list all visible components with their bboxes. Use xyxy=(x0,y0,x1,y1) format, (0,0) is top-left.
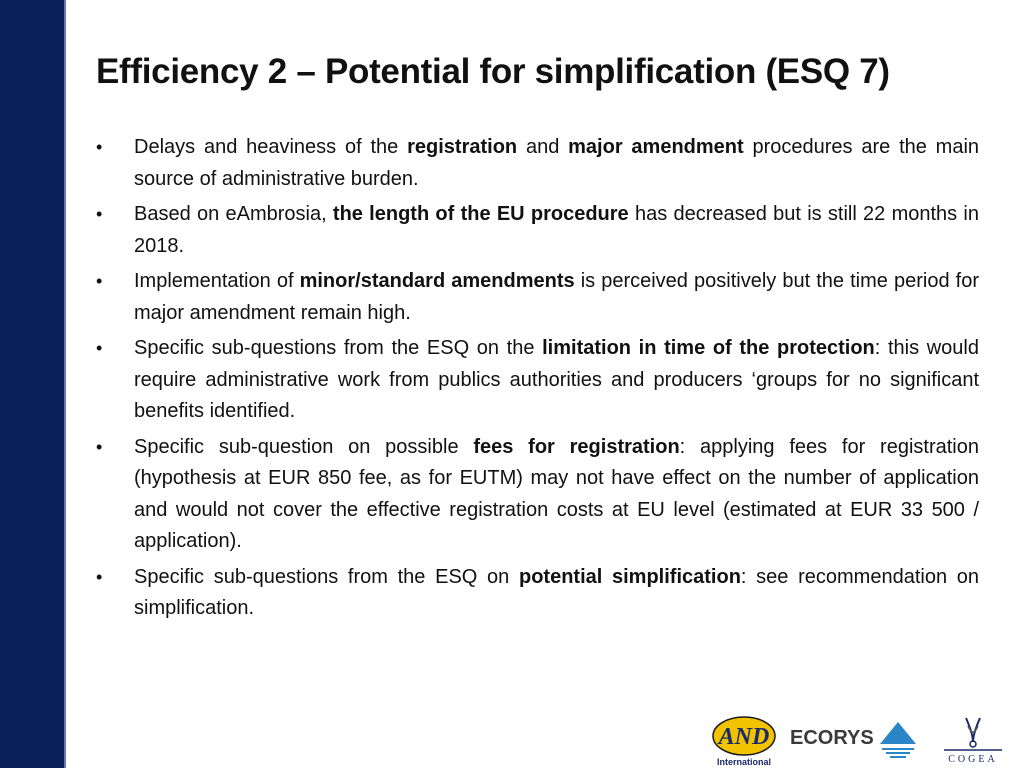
slide-title: Efficiency 2 – Potential for simplification (ESQ 7) xyxy=(96,52,890,91)
bullet-emphasis: potential simplification xyxy=(518,565,741,588)
bullet-item-potential-simplification xyxy=(96,562,979,625)
cogea-logo xyxy=(938,712,1008,768)
bullet-item-minor-amendments xyxy=(96,266,979,329)
bullet-dot: • xyxy=(96,271,103,291)
bullet-emphasis: major amendment xyxy=(568,136,744,158)
bullet-emphasis: limitation in time of the protection xyxy=(542,337,875,359)
svg-text:ECORYS: ECORYS xyxy=(790,727,874,749)
bullet-dot: • xyxy=(96,338,103,358)
slide-sidebar-bar xyxy=(0,0,64,768)
svg-text:COGEA: COGEA xyxy=(948,754,998,765)
bullet-text: Implementation of xyxy=(134,270,300,292)
svg-text:International: International xyxy=(716,757,772,767)
bullet-text: : see recommendation on simplification. xyxy=(134,565,980,619)
bullet-dot: • xyxy=(96,566,103,587)
bullet-text: Specific sub-questions from the ESQ on the xyxy=(134,337,543,359)
bullet-dot: • xyxy=(96,204,103,224)
bullet-emphasis: the length of the EU procedure xyxy=(332,203,629,225)
bullet-emphasis: registration xyxy=(407,136,518,158)
bullet-dot: • xyxy=(96,436,103,457)
sidebar-edge-line xyxy=(64,0,66,768)
bullet-item-protection-limitation xyxy=(96,333,979,428)
bullet-text: Based on eAmbrosia, xyxy=(134,203,333,225)
bullet-text: is perceived positively but the time period for major amendment remain high. xyxy=(134,270,979,324)
bullet-text: and xyxy=(517,136,569,158)
partner-logos xyxy=(700,712,1020,768)
and-international-logo xyxy=(706,712,782,768)
bullet-text: : applying fees for registration (hypothesis at EUR 850 fee, as for EUTM) may not have effect on the number of application and would not cover the effective registration costs at EU level (estimated at EUR 33 500 / application). xyxy=(134,435,979,552)
bullet-text: procedures are the main source of administrative burden. xyxy=(134,136,980,190)
bullet-text: has decreased but is still 22 months in 2018. xyxy=(134,203,979,257)
bullet-dot: • xyxy=(96,137,103,157)
bullet-emphasis: fees for registration xyxy=(473,435,680,458)
bullet-list xyxy=(96,132,979,629)
bullet-text: : this would require administrative work from publics authorities and producers ‘groups for no significant benefits identified. xyxy=(134,337,979,422)
bullet-item-eu-procedure-length xyxy=(96,199,979,262)
ecorys-logo xyxy=(790,716,920,760)
bullet-emphasis: minor/standard amendments xyxy=(299,270,575,292)
bullet-item-registration-burden xyxy=(96,132,979,195)
bullet-text: Specific sub-question on possible xyxy=(134,435,474,458)
bullet-text: Delays and heaviness of the xyxy=(134,136,408,158)
bullet-text: Specific sub-questions from the ESQ on xyxy=(134,565,519,588)
bullet-item-registration-fees xyxy=(96,432,979,558)
svg-text:AND: AND xyxy=(718,724,770,750)
